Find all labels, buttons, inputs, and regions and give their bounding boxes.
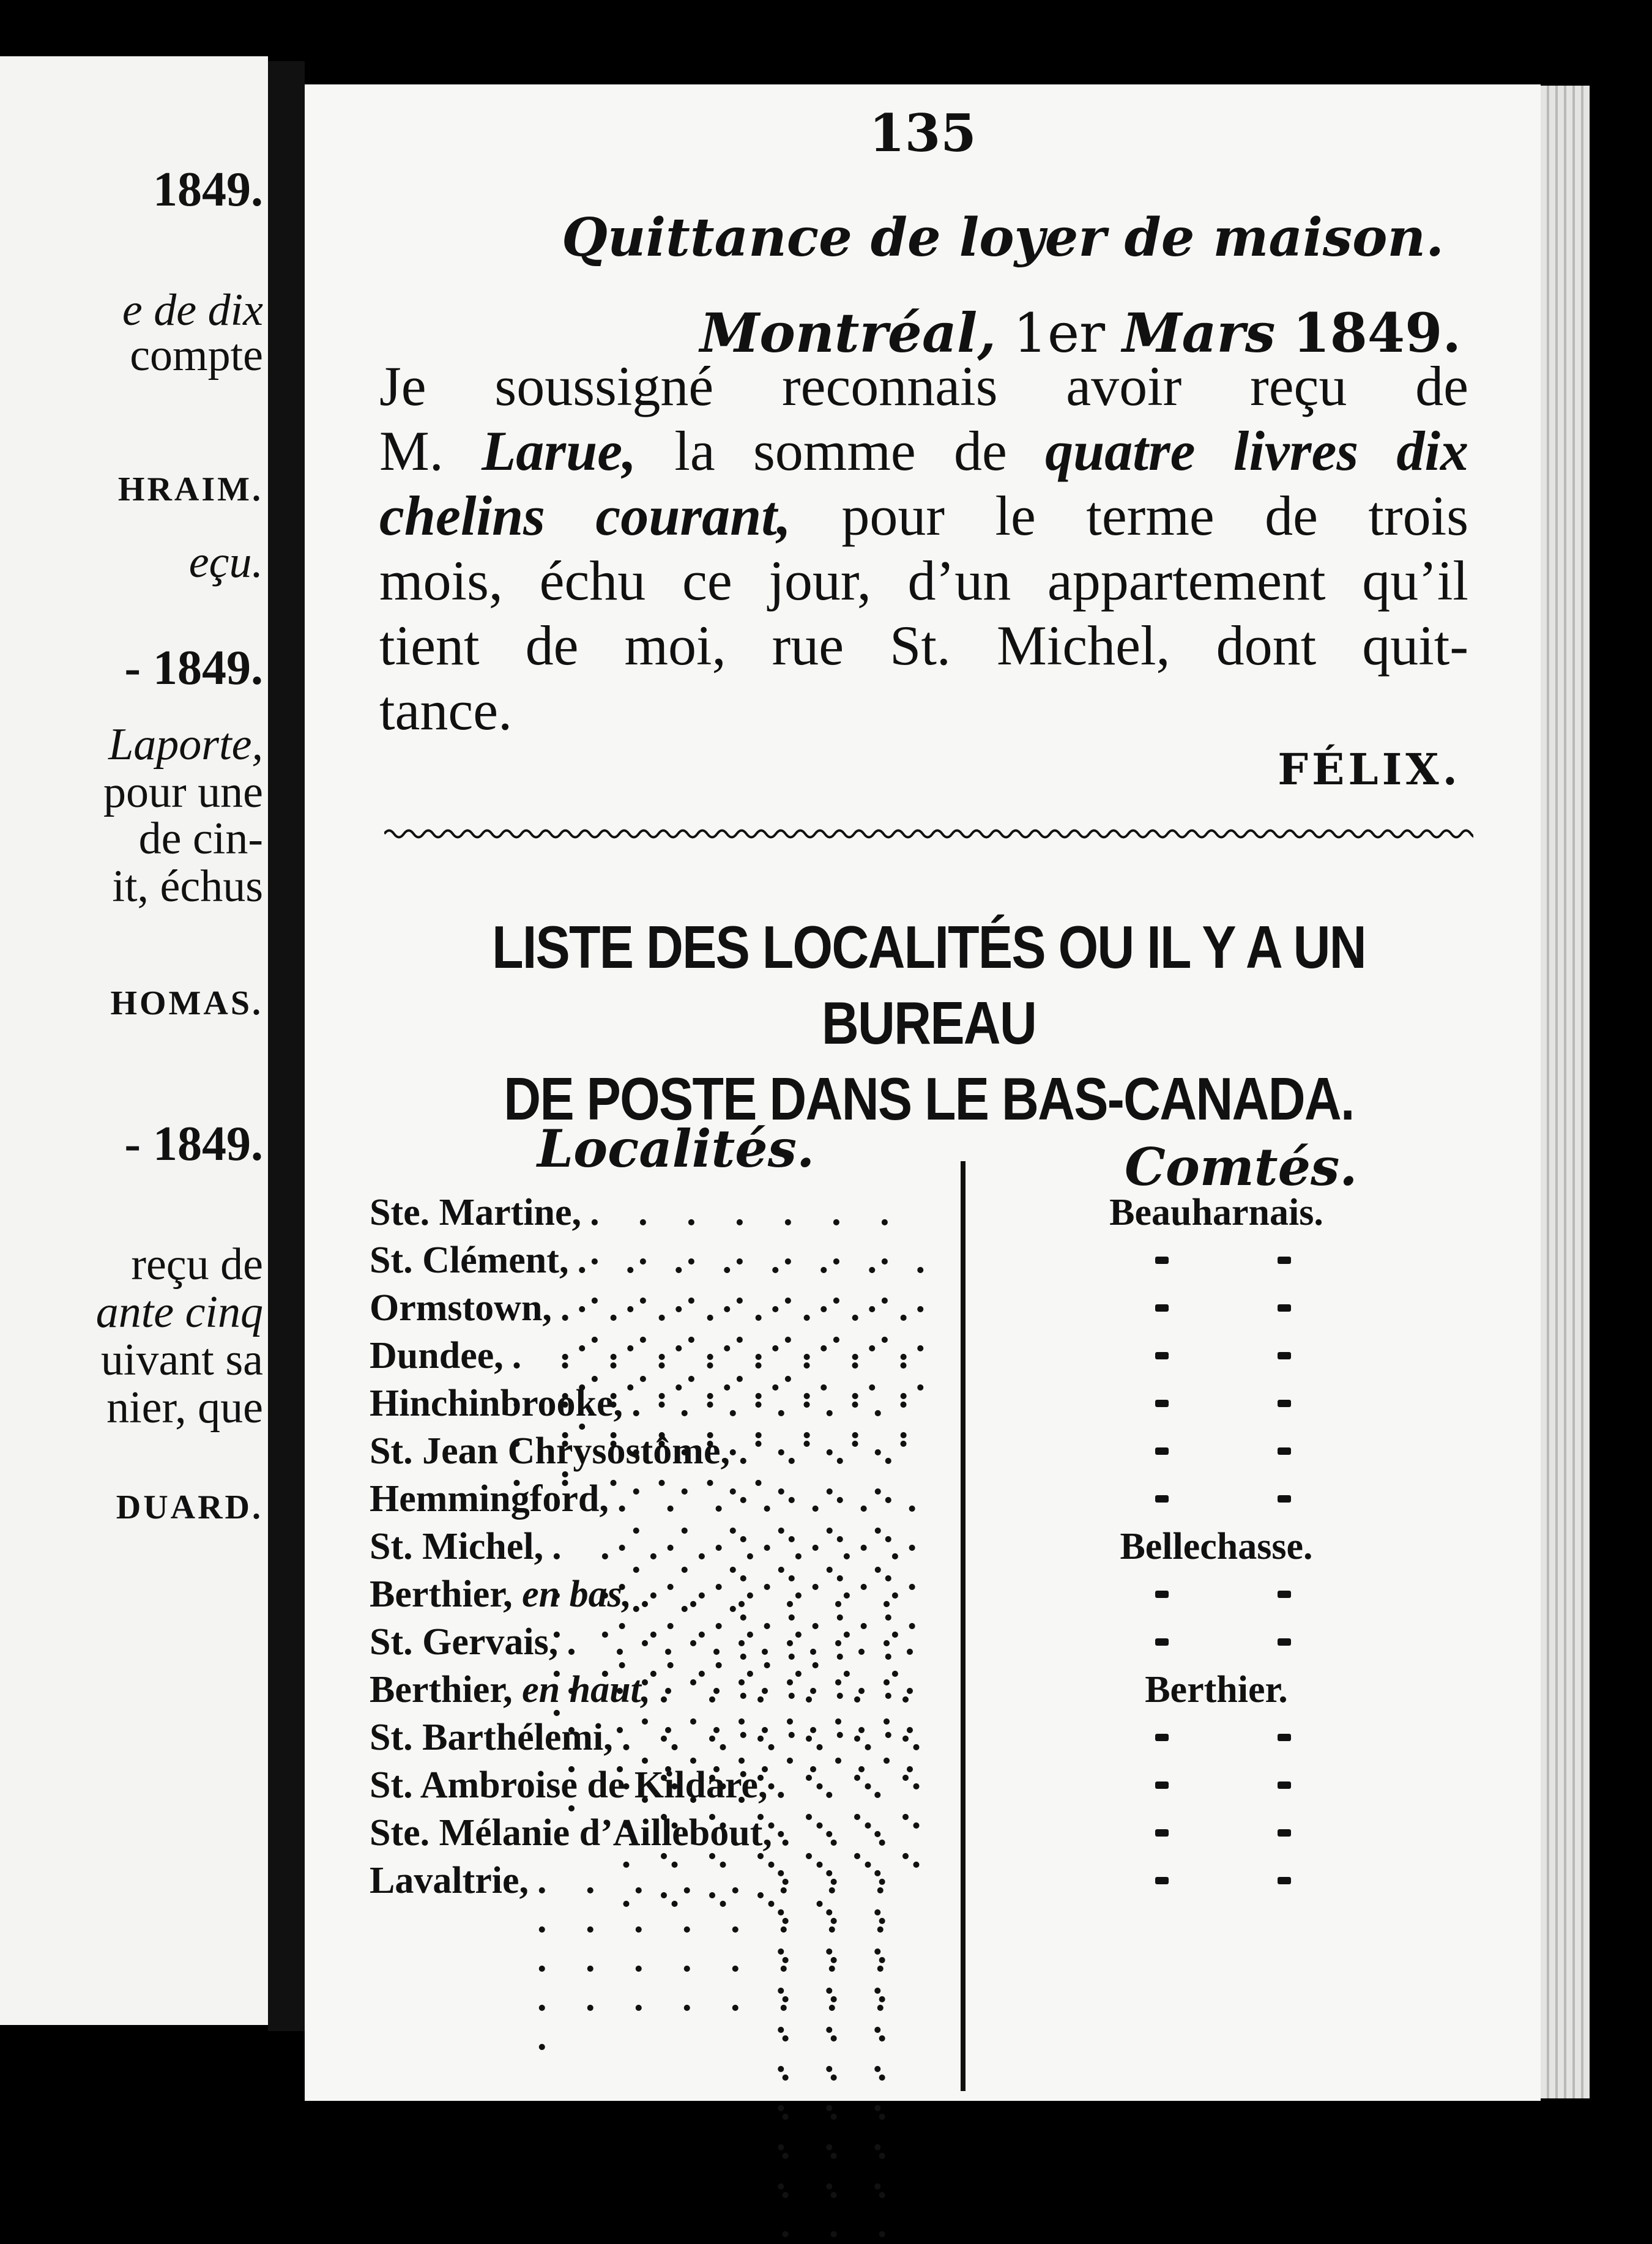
left-page-line: it, échus <box>112 861 263 912</box>
ditto-mark <box>1278 1447 1291 1455</box>
receipt-body <box>379 354 1468 743</box>
left-page-line: 1849. <box>153 163 263 217</box>
receipt-line-6 <box>379 678 1468 743</box>
locality-name-text: St. Jean Chrysostôme, <box>370 1430 730 1472</box>
receipt-title: Quittance de loyer de maison. <box>562 207 1445 269</box>
locality-name-text: Dundee, <box>370 1335 504 1376</box>
receipt-signature: FÉLIX. <box>1278 744 1461 795</box>
left-page-line: reçu de <box>131 1239 263 1290</box>
ditto-mark <box>1155 1400 1169 1407</box>
left-page-line: ante cinq <box>95 1287 263 1337</box>
ditto-mark <box>1155 1257 1169 1264</box>
locality-row <box>370 1575 945 1614</box>
locality-row <box>370 1813 945 1852</box>
ditto-marks <box>972 1479 1461 1518</box>
receipt-line-3 <box>379 483 1468 548</box>
page-number: 135 <box>869 103 977 163</box>
locality-name-text: Lavaltrie, <box>370 1860 529 1901</box>
ditto-mark <box>1278 1781 1291 1789</box>
ditto-marks <box>972 1718 1461 1757</box>
left-page-line: HOMAS. <box>110 984 263 1022</box>
ditto-mark <box>1278 1400 1291 1407</box>
receipt-text: tance. <box>379 679 513 741</box>
previous-page-fragment <box>0 56 268 2025</box>
receipt-text: M. <box>379 420 482 482</box>
date-month: Mars <box>1122 301 1276 365</box>
ditto-mark <box>1278 1829 1291 1837</box>
receipt-amount-cont: chelins courant, <box>379 485 791 547</box>
locality-name-text: Ormstown, <box>370 1287 552 1329</box>
locality-row <box>370 1718 945 1757</box>
locality-row <box>370 1288 945 1328</box>
left-page-line: de cin- <box>138 814 263 864</box>
ditto-marks <box>972 1622 1461 1662</box>
left-page-line: DUARD. <box>116 1488 263 1526</box>
locality-name <box>370 1193 581 1232</box>
locality-name-text: St. Clément, <box>370 1239 569 1281</box>
locality-name-text: St. Ambroise de Kildare, <box>370 1764 768 1806</box>
ditto-marks <box>972 1813 1461 1852</box>
locality-name-text: Berthier, <box>370 1669 523 1711</box>
list-title-line-1: LISTE DES LOCALITÉS OU IL Y A UN BUREAU <box>492 913 1366 1057</box>
county-name: Bellechasse. <box>1120 1526 1313 1567</box>
ditto-marks <box>972 1861 1461 1900</box>
ditto-mark <box>1278 1304 1291 1312</box>
locality-row <box>370 1670 945 1709</box>
county-name: Berthier. <box>1145 1669 1288 1711</box>
left-page-line: pour une <box>103 767 263 817</box>
ditto-mark <box>1155 1495 1169 1503</box>
book-gutter <box>268 61 305 2031</box>
locality-name <box>370 1575 631 1614</box>
receipt-name-larue: Larue, <box>482 420 637 482</box>
column-divider <box>961 1161 966 2091</box>
locality-name <box>370 1670 650 1709</box>
locality-row <box>370 1193 945 1232</box>
left-page-line: Laporte, <box>108 719 263 770</box>
left-page-line: uivant sa <box>100 1335 263 1385</box>
ditto-mark <box>1155 1638 1169 1646</box>
locality-name-text: Ste. Mélanie d’Aillebout, <box>370 1812 772 1854</box>
county-name: Beauharnais. <box>1109 1192 1323 1233</box>
locality-row <box>370 1384 945 1423</box>
ditto-mark <box>1155 1352 1169 1359</box>
ditto-marks <box>972 1288 1461 1328</box>
ditto-marks <box>972 1384 1461 1423</box>
locality-row <box>370 1241 945 1280</box>
locality-name-text: St. Barthélemi, <box>370 1717 613 1758</box>
locality-name-text: Berthier, <box>370 1573 523 1615</box>
locality-row <box>370 1622 945 1662</box>
ditto-mark <box>1278 1591 1291 1598</box>
locality-name <box>370 1241 568 1280</box>
locality-name <box>370 1861 529 1900</box>
date-day: 1er <box>1013 302 1106 365</box>
locality-name-text: St. Michel, <box>370 1526 544 1567</box>
left-page-line: eçu. <box>188 537 263 587</box>
locality-name-text: St. Gervais, <box>370 1621 559 1663</box>
locality-name <box>370 1288 552 1328</box>
ditto-marks <box>972 1432 1461 1471</box>
ditto-mark <box>1155 1447 1169 1455</box>
page-edges <box>1541 86 1590 2098</box>
receipt-text: tient de moi, rue St. Michel, dont quit- <box>379 614 1468 677</box>
locality-name <box>370 1479 609 1518</box>
locality-name <box>370 1622 558 1662</box>
receipt-text: mois, échu ce jour, d’un appartement qu’il <box>379 549 1468 612</box>
left-page-line: HRAIM. <box>117 470 263 508</box>
column-header-comtes: Comtés. <box>1125 1137 1358 1197</box>
receipt-text: Je soussigné reconnais avoir reçu de <box>379 355 1468 417</box>
ditto-mark <box>1155 1734 1169 1741</box>
locality-row <box>370 1861 945 1900</box>
locality-qualifier: en bas, <box>522 1573 632 1615</box>
date-place: Montréal, <box>699 301 996 365</box>
locality-name-text: Ste. Martine, <box>370 1192 582 1233</box>
locality-name <box>370 1766 767 1805</box>
receipt-text: pour le terme de trois <box>791 485 1468 547</box>
ditto-mark <box>1278 1352 1291 1359</box>
receipt-line-2 <box>379 418 1468 483</box>
locality-row <box>370 1766 945 1805</box>
locality-row <box>370 1527 945 1566</box>
ditto-mark <box>1278 1877 1291 1884</box>
ditto-marks <box>972 1241 1461 1280</box>
ditto-mark <box>1278 1257 1291 1264</box>
locality-name <box>370 1718 613 1757</box>
receipt-line-1 <box>379 354 1468 418</box>
dot-leader <box>537 1861 945 2057</box>
ditto-mark <box>1155 1829 1169 1837</box>
locality-row <box>370 1479 945 1518</box>
locality-row <box>370 1432 945 1471</box>
left-page-line: - 1849. <box>124 1117 263 1171</box>
ditto-mark <box>1278 1638 1291 1646</box>
ditto-mark <box>1278 1734 1291 1741</box>
locality-name <box>370 1813 772 1852</box>
ditto-mark <box>1278 1495 1291 1503</box>
receipt-amount: quatre livres dix <box>1045 420 1468 482</box>
locality-name <box>370 1432 730 1471</box>
locality-name-text: Hemmingford, <box>370 1478 609 1520</box>
ditto-marks <box>972 1575 1461 1614</box>
locality-name <box>370 1384 623 1423</box>
locality-row <box>370 1336 945 1375</box>
receipt-line-4 <box>379 548 1468 613</box>
ditto-mark <box>1155 1781 1169 1789</box>
receipt-text: la somme de <box>636 420 1046 482</box>
left-page-line: compte <box>130 330 263 381</box>
column-header-localites: Localités. <box>537 1118 815 1179</box>
locality-name <box>370 1336 504 1375</box>
ditto-mark <box>1155 1304 1169 1312</box>
ditto-marks <box>972 1336 1461 1375</box>
locality-qualifier: en haut, <box>522 1669 651 1711</box>
ditto-marks <box>972 1766 1461 1805</box>
left-page-line: nier, que <box>106 1383 263 1433</box>
locality-name <box>370 1527 543 1566</box>
ditto-mark <box>1155 1877 1169 1884</box>
left-page-line: e de dix <box>122 285 263 335</box>
ditto-mark <box>1155 1591 1169 1598</box>
list-title <box>461 909 1397 1137</box>
left-page-line: - 1849. <box>124 641 263 695</box>
book-page <box>305 84 1541 2101</box>
date-year: 1849. <box>1292 301 1461 365</box>
locality-name-text: Hinchinbrooke, <box>370 1383 623 1424</box>
wavy-rule <box>384 825 1473 843</box>
receipt-line-5 <box>379 613 1468 678</box>
list-title-line-2: DE POSTE DANS LE BAS-CANADA. <box>504 1065 1354 1132</box>
